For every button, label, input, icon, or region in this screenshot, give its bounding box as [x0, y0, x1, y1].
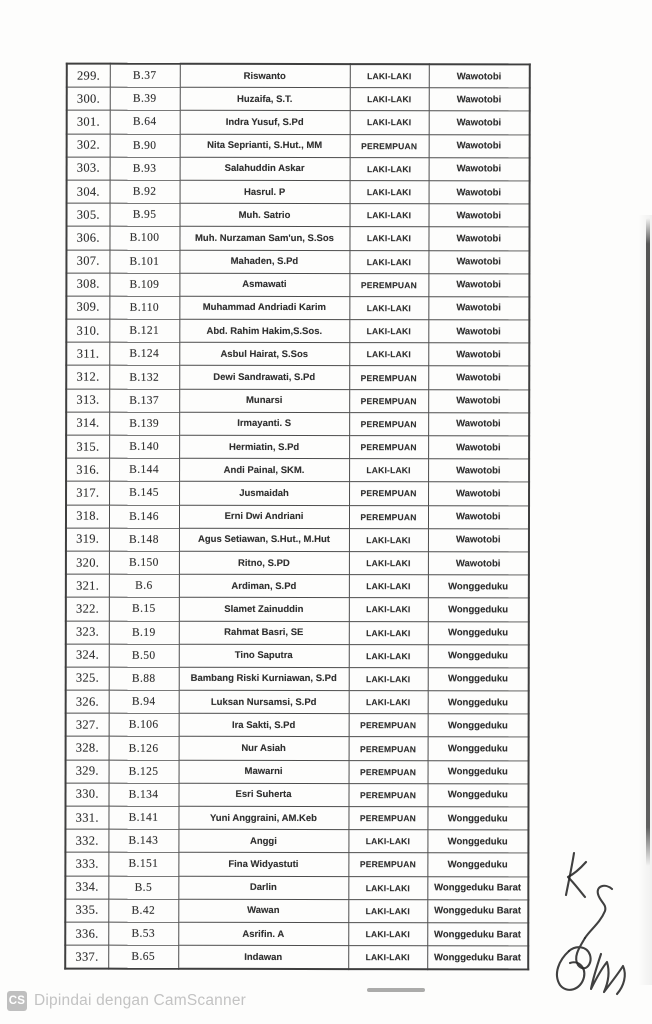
- cell-gender: PEREMPUAN: [349, 366, 428, 389]
- cell-location: Wawotobi: [429, 157, 530, 180]
- cell-code: B.93: [110, 157, 180, 180]
- cell-gender: LAKI-LAKI: [348, 946, 427, 970]
- table-row: [65, 783, 528, 807]
- cell-name: Slamet Zainuddin: [179, 598, 349, 621]
- cell-code: B.144: [109, 458, 179, 481]
- cell-location: Wonggeduku: [428, 714, 529, 737]
- cell-name: Esri Suherta: [178, 783, 348, 806]
- pen-swirl-hook: [585, 886, 612, 938]
- cell-gender: LAKI-LAKI: [350, 88, 429, 111]
- cell-gender: LAKI-LAKI: [350, 64, 429, 88]
- cell-gender: LAKI-LAKI: [349, 598, 428, 621]
- cell-name: Anggi: [178, 829, 348, 852]
- cell-code: B.140: [109, 435, 179, 458]
- table-row: [66, 505, 529, 529]
- cell-location: Wawotobi: [428, 413, 529, 436]
- cell-code: B.151: [108, 853, 178, 876]
- cell-gender: LAKI-LAKI: [349, 528, 428, 551]
- cell-location: Wonggeduku: [428, 737, 529, 760]
- cell-code: B.37: [110, 64, 180, 88]
- cell-code: B.90: [110, 134, 180, 157]
- table-row: [65, 876, 528, 900]
- camscanner-footer: [7, 991, 246, 1011]
- cell-location: Wawotobi: [428, 227, 529, 250]
- cell-location: Wawotobi: [429, 181, 530, 204]
- cell-no: 333.: [65, 852, 108, 875]
- table-row: [67, 87, 530, 111]
- cell-gender: LAKI-LAKI: [349, 343, 428, 366]
- cell-code: B.15: [109, 597, 179, 620]
- cell-location: Wonggeduku: [428, 621, 529, 644]
- cell-code: B.50: [109, 644, 179, 667]
- cell-code: B.64: [110, 111, 180, 134]
- cell-gender: PEREMPUAN: [349, 482, 428, 505]
- cell-no: 322.: [66, 597, 109, 620]
- cell-code: B.146: [109, 505, 179, 528]
- cell-code: B.134: [108, 783, 178, 806]
- cell-no: 308.: [66, 273, 109, 296]
- cell-gender: LAKI-LAKI: [348, 899, 427, 922]
- cell-no: 313.: [66, 389, 109, 412]
- cell-name: Tino Saputra: [179, 644, 349, 667]
- cell-location: Wawotobi: [428, 552, 529, 575]
- cell-code: B.65: [108, 945, 178, 969]
- table-row: [66, 342, 529, 366]
- cell-no: 335.: [65, 899, 108, 922]
- cell-no: 301.: [67, 110, 110, 133]
- cell-name: Rahmat Basri, SE: [179, 621, 349, 644]
- cell-name: Asrifin. A: [178, 922, 348, 945]
- table-row: [66, 458, 529, 482]
- cell-code: B.121: [109, 319, 179, 342]
- cell-name: Muhammad Andriadi Karim: [179, 296, 349, 319]
- table-row: [66, 644, 529, 668]
- table-row: [65, 852, 528, 876]
- cell-name: Erni Dwi Andriani: [179, 505, 349, 528]
- cell-gender: PEREMPUAN: [349, 436, 428, 459]
- table-row: [67, 64, 530, 88]
- cell-gender: LAKI-LAKI: [349, 644, 428, 667]
- cell-code: B.106: [109, 713, 179, 736]
- cell-name: Bambang Riski Kurniawan, S.Pd: [179, 667, 349, 690]
- table-row: [65, 922, 528, 946]
- cell-location: Wawotobi: [428, 297, 529, 320]
- cell-code: B.125: [109, 760, 179, 783]
- cell-code: B.124: [109, 342, 179, 365]
- table-row: [66, 551, 529, 575]
- cell-gender: LAKI-LAKI: [348, 923, 427, 946]
- cell-no: 314.: [66, 412, 109, 435]
- cell-no: 328.: [66, 737, 109, 760]
- table-row: [67, 203, 530, 227]
- cell-no: 307.: [66, 250, 109, 273]
- cell-location: Wawotobi: [428, 436, 529, 459]
- cell-code: B.148: [109, 528, 179, 551]
- pen-checkmark-cross: [568, 862, 586, 897]
- cell-gender: LAKI-LAKI: [349, 552, 428, 575]
- cell-no: 319.: [66, 528, 109, 551]
- cell-location: Wawotobi: [429, 88, 530, 111]
- table-row: [66, 737, 529, 761]
- cell-name: Irmayanti. S: [179, 412, 349, 435]
- cell-name: Nur Asiah: [179, 737, 349, 760]
- cell-name: Ira Sakti, S.Pd: [179, 714, 349, 737]
- cell-location: Wawotobi: [428, 320, 529, 343]
- cell-code: B.95: [110, 203, 180, 226]
- cell-gender: LAKI-LAKI: [350, 181, 429, 204]
- cell-location: Wonggeduku: [427, 807, 528, 830]
- table-row: [66, 226, 529, 250]
- table-row: [65, 829, 528, 853]
- pen-swirl-loop: [569, 938, 591, 968]
- cell-no: 331.: [65, 806, 108, 829]
- cell-gender: LAKI-LAKI: [348, 876, 427, 899]
- cell-location: Wonggeduku: [427, 784, 528, 807]
- cell-gender: LAKI-LAKI: [350, 111, 429, 134]
- cell-code: B.94: [109, 690, 179, 713]
- cell-gender: LAKI-LAKI: [349, 691, 428, 714]
- cell-name: Indawan: [178, 945, 348, 969]
- cell-gender: LAKI-LAKI: [349, 250, 428, 273]
- table-row: [66, 528, 529, 552]
- cell-no: 299.: [67, 64, 110, 88]
- table-row: [66, 713, 529, 737]
- cell-no: 325.: [66, 667, 109, 690]
- cell-no: 336.: [65, 922, 108, 945]
- cell-location: Wawotobi: [429, 134, 530, 157]
- cell-no: 306.: [66, 226, 109, 249]
- table-row: [66, 481, 529, 505]
- cell-name: Ritno, S.PD: [179, 551, 349, 574]
- cell-location: Wawotobi: [428, 366, 529, 389]
- table-row: [66, 435, 529, 459]
- cell-name: Asbul Hairat, S.Sos: [179, 343, 349, 366]
- cell-code: B.39: [110, 87, 180, 110]
- cell-no: 304.: [67, 180, 110, 203]
- table-row: [66, 273, 529, 297]
- cell-code: B.143: [108, 829, 178, 852]
- table-row: [66, 760, 529, 784]
- cell-gender: PEREMPUAN: [349, 389, 428, 412]
- table-row: [65, 945, 528, 969]
- cell-name: Riswanto: [180, 64, 350, 88]
- cell-no: 316.: [66, 458, 109, 481]
- cell-name: Mawarni: [179, 760, 349, 783]
- cell-gender: LAKI-LAKI: [349, 459, 428, 482]
- cell-name: Luksan Nursamsi, S.Pd: [179, 690, 349, 713]
- table-row: [66, 690, 529, 714]
- cell-gender: LAKI-LAKI: [349, 621, 428, 644]
- cell-gender: LAKI-LAKI: [349, 227, 428, 250]
- cell-no: 332.: [65, 829, 108, 852]
- cell-name: Munarsi: [179, 389, 349, 412]
- cell-code: B.145: [109, 482, 179, 505]
- cell-location: Wonggeduku: [428, 668, 529, 691]
- cell-gender: PEREMPUAN: [349, 505, 428, 528]
- cell-name: Darlin: [178, 876, 348, 899]
- cell-code: B.6: [109, 574, 179, 597]
- cell-code: B.53: [108, 922, 178, 945]
- cell-gender: PEREMPUAN: [349, 714, 428, 737]
- cell-code: B.132: [109, 366, 179, 389]
- cell-code: B.5: [108, 876, 178, 899]
- cell-gender: PEREMPUAN: [349, 737, 428, 760]
- cell-location: Wawotobi: [428, 343, 529, 366]
- cell-name: Nita Seprianti, S.Hut., MM: [180, 134, 350, 157]
- cell-gender: PEREMPUAN: [349, 412, 428, 435]
- cell-location: Wawotobi: [428, 250, 529, 273]
- scan-page-edge-line: [646, 218, 650, 866]
- cell-code: B.100: [109, 226, 179, 249]
- table-row: [65, 899, 528, 923]
- cell-no: 302.: [67, 134, 110, 157]
- cell-gender: LAKI-LAKI: [350, 157, 429, 180]
- camscanner-watermark-text: Dipindai dengan CamScanner: [34, 992, 246, 1009]
- scan-smudge-mark: [367, 988, 425, 992]
- cell-code: B.101: [109, 250, 179, 273]
- participant-table: [64, 63, 531, 971]
- cell-no: 300.: [67, 87, 110, 110]
- cell-location: Wawotobi: [428, 482, 529, 505]
- table-row: [66, 412, 529, 436]
- camscanner-badge-icon: CS: [7, 991, 27, 1011]
- cell-location: Wonggeduku: [428, 598, 529, 621]
- table-row: [67, 157, 530, 181]
- table-row: [67, 110, 530, 134]
- cell-location: Wawotobi: [428, 505, 529, 528]
- cell-no: 337.: [65, 945, 108, 969]
- cell-name: Indra Yusuf, S.Pd: [180, 111, 350, 134]
- cell-name: Fina Widyastuti: [178, 853, 348, 876]
- pen-scribble: [591, 954, 625, 994]
- cell-gender: LAKI-LAKI: [349, 320, 428, 343]
- cell-name: Agus Setiawan, S.Hut., M.Hut: [179, 528, 349, 551]
- cell-code: B.150: [109, 551, 179, 574]
- cell-no: 317.: [66, 481, 109, 504]
- cell-name: Mahaden, S.Pd: [179, 250, 349, 273]
- cell-gender: LAKI-LAKI: [348, 830, 427, 853]
- table-row: [66, 667, 529, 691]
- cell-location: Wonggeduku Barat: [427, 876, 528, 899]
- cell-name: Hermiatin, S.Pd: [179, 435, 349, 458]
- cell-code: B.141: [108, 806, 178, 829]
- cell-no: 310.: [66, 319, 109, 342]
- cell-location: Wonggeduku: [427, 830, 528, 853]
- cell-name: Muh. Nurzaman Sam'un, S.Sos: [179, 227, 349, 250]
- cell-gender: PEREMPUAN: [349, 760, 428, 783]
- cell-gender: LAKI-LAKI: [350, 204, 429, 227]
- cell-location: Wonggeduku Barat: [427, 946, 528, 970]
- cell-no: 303.: [67, 157, 110, 180]
- participant-table-body: [65, 64, 530, 970]
- cell-gender: PEREMPUAN: [348, 783, 427, 806]
- table-row: [67, 180, 530, 204]
- table-row: [66, 574, 529, 598]
- table-row: [65, 806, 528, 830]
- table-row: [66, 250, 529, 274]
- cell-gender: LAKI-LAKI: [349, 667, 428, 690]
- cell-name: Wawan: [178, 899, 348, 922]
- cell-no: 324.: [66, 644, 109, 667]
- cell-name: Asmawati: [179, 273, 349, 296]
- cell-gender: LAKI-LAKI: [349, 296, 428, 319]
- cell-no: 327.: [66, 713, 109, 736]
- cell-location: Wawotobi: [429, 64, 530, 88]
- cell-gender: LAKI-LAKI: [349, 575, 428, 598]
- cell-name: Salahuddin Askar: [180, 157, 350, 180]
- cell-gender: PEREMPUAN: [348, 853, 427, 876]
- cell-location: Wawotobi: [429, 111, 530, 134]
- cell-gender: PEREMPUAN: [349, 273, 428, 296]
- cell-code: B.88: [109, 667, 179, 690]
- cell-name: Andi Painal, SKM.: [179, 458, 349, 481]
- cell-no: 321.: [66, 574, 109, 597]
- table-row: [66, 621, 529, 645]
- cell-code: B.109: [109, 273, 179, 296]
- cell-no: 311.: [66, 342, 109, 365]
- cell-gender: PEREMPUAN: [350, 134, 429, 157]
- table-row: [66, 296, 529, 320]
- cell-location: Wonggeduku Barat: [427, 923, 528, 946]
- table-row: [67, 134, 530, 158]
- cell-no: 312.: [66, 366, 109, 389]
- cell-location: Wonggeduku: [427, 853, 528, 876]
- pen-checkmark: [566, 853, 574, 895]
- cell-name: Huzaifa, S.T.: [180, 87, 350, 110]
- cell-name: Hasrul. P: [180, 180, 350, 203]
- cell-no: 318.: [66, 505, 109, 528]
- cell-no: 320.: [66, 551, 109, 574]
- cell-name: Jusmaidah: [179, 482, 349, 505]
- cell-no: 315.: [66, 435, 109, 458]
- cell-name: Dewi Sandrawati, S.Pd: [179, 366, 349, 389]
- cell-location: Wawotobi: [428, 273, 529, 296]
- cell-location: Wawotobi: [429, 204, 530, 227]
- cell-location: Wonggeduku: [428, 691, 529, 714]
- cell-gender: PEREMPUAN: [348, 807, 427, 830]
- cell-no: 309.: [66, 296, 109, 319]
- cell-location: Wonggeduku Barat: [427, 899, 528, 922]
- cell-location: Wawotobi: [428, 459, 529, 482]
- cell-location: Wonggeduku: [428, 644, 529, 667]
- cell-name: Muh. Satrio: [180, 203, 350, 226]
- cell-code: B.139: [109, 412, 179, 435]
- cell-no: 334.: [65, 876, 108, 899]
- table-row: [66, 597, 529, 621]
- cell-code: B.19: [109, 621, 179, 644]
- cell-name: Abd. Rahim Hakim,S.Sos.: [179, 319, 349, 342]
- cell-no: 330.: [65, 783, 108, 806]
- table-row: [66, 389, 529, 413]
- cell-code: B.137: [109, 389, 179, 412]
- table-row: [66, 319, 529, 343]
- cell-no: 323.: [66, 621, 109, 644]
- cell-location: Wawotobi: [428, 528, 529, 551]
- cell-code: B.110: [109, 296, 179, 319]
- table-row: [66, 366, 529, 390]
- pen-swirl-circle: [557, 951, 584, 990]
- cell-code: B.126: [109, 737, 179, 760]
- cell-code: B.92: [110, 180, 180, 203]
- cell-location: Wawotobi: [428, 389, 529, 412]
- cell-name: Ardiman, S.Pd: [179, 574, 349, 597]
- cell-no: 326.: [66, 690, 109, 713]
- cell-no: 329.: [66, 760, 109, 783]
- cell-no: 305.: [67, 203, 110, 226]
- cell-name: Yuni Anggraini, AM.Keb: [178, 806, 348, 829]
- cell-location: Wonggeduku: [428, 760, 529, 783]
- cell-code: B.42: [108, 899, 178, 922]
- cell-location: Wonggeduku: [428, 575, 529, 598]
